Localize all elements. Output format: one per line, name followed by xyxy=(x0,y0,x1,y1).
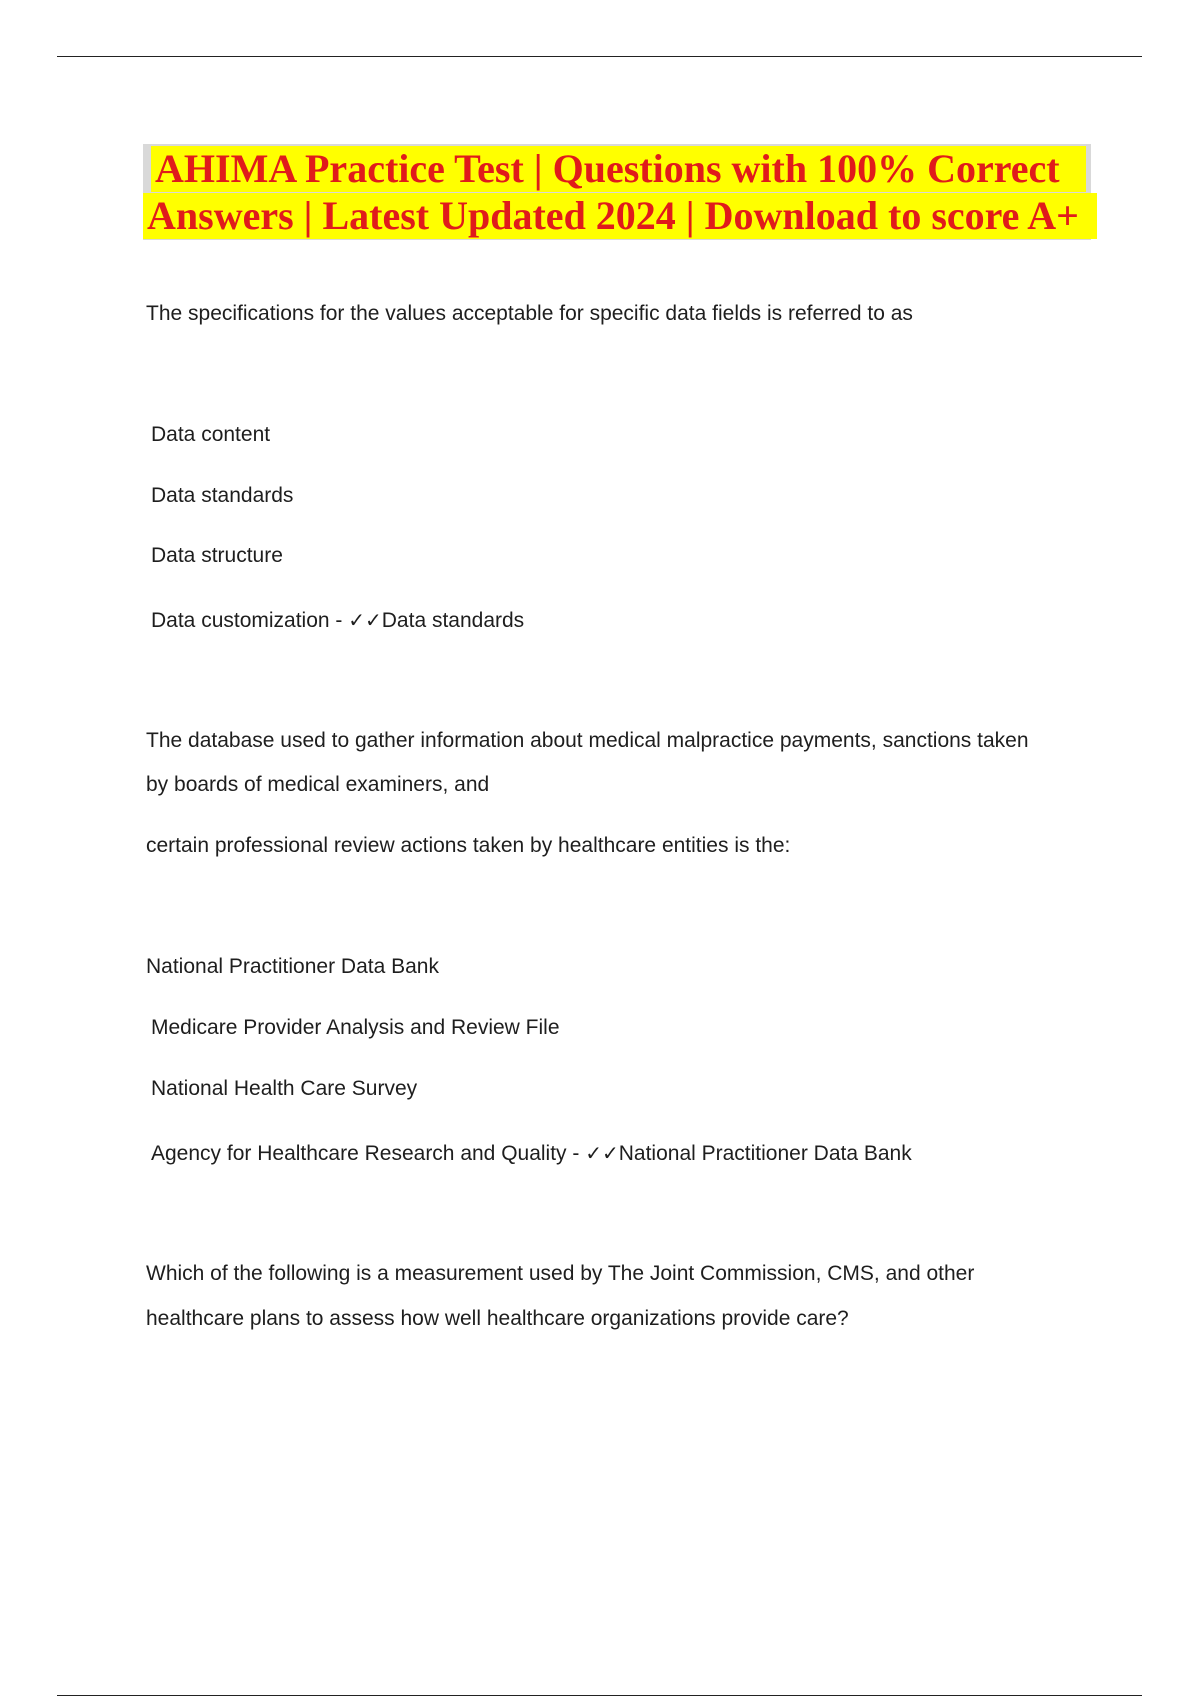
document-title-line-2: Answers | Latest Updated 2024 | Download to score A+ xyxy=(143,193,1097,239)
question-3-stem-line-2: healthcare plans to assess how well healthcare organizations provide care? xyxy=(146,1307,849,1330)
top-rule xyxy=(57,56,1142,57)
double-check-icon: ✓✓ xyxy=(348,608,382,632)
question-2-stem-line-2: by boards of medical examiners, and xyxy=(146,773,490,796)
question-2-option-2: Medicare Provider Analysis and Review File xyxy=(151,1016,560,1039)
question-1-answer: Data standards xyxy=(381,609,525,632)
question-1-option-2: Data standards xyxy=(151,484,294,507)
question-1-option-1: Data content xyxy=(151,423,271,446)
question-2-option-1: National Practitioner Data Bank xyxy=(146,955,439,978)
question-2-stem-line-3: certain professional review actions taken by healthcare entities is the: xyxy=(146,834,791,857)
question-1-option-3: Data structure xyxy=(151,544,283,567)
question-2-option-3: National Health Care Survey xyxy=(151,1077,418,1100)
document-title-line-1: AHIMA Practice Test | Questions with 100% Correct xyxy=(151,146,1086,192)
question-2-stem-line-1: The database used to gather information about medical malpractice payments, sanctions taken xyxy=(146,729,1029,752)
question-1-option-4: Data customization - xyxy=(151,609,349,632)
question-1-option-4-with-answer xyxy=(151,607,524,634)
bottom-rule xyxy=(57,1695,1142,1696)
double-check-icon: ✓✓ xyxy=(585,1141,619,1165)
question-2-answer: National Practitioner Data Bank xyxy=(618,1142,912,1165)
question-2-option-4-with-answer xyxy=(151,1140,912,1167)
question-1-stem: The specifications for the values acceptable for specific data fields is referred to as xyxy=(146,302,913,325)
question-3-stem-line-1: Which of the following is a measurement used by The Joint Commission, CMS, and other xyxy=(146,1262,975,1285)
question-2-option-4: Agency for Healthcare Research and Quality - xyxy=(151,1142,586,1165)
